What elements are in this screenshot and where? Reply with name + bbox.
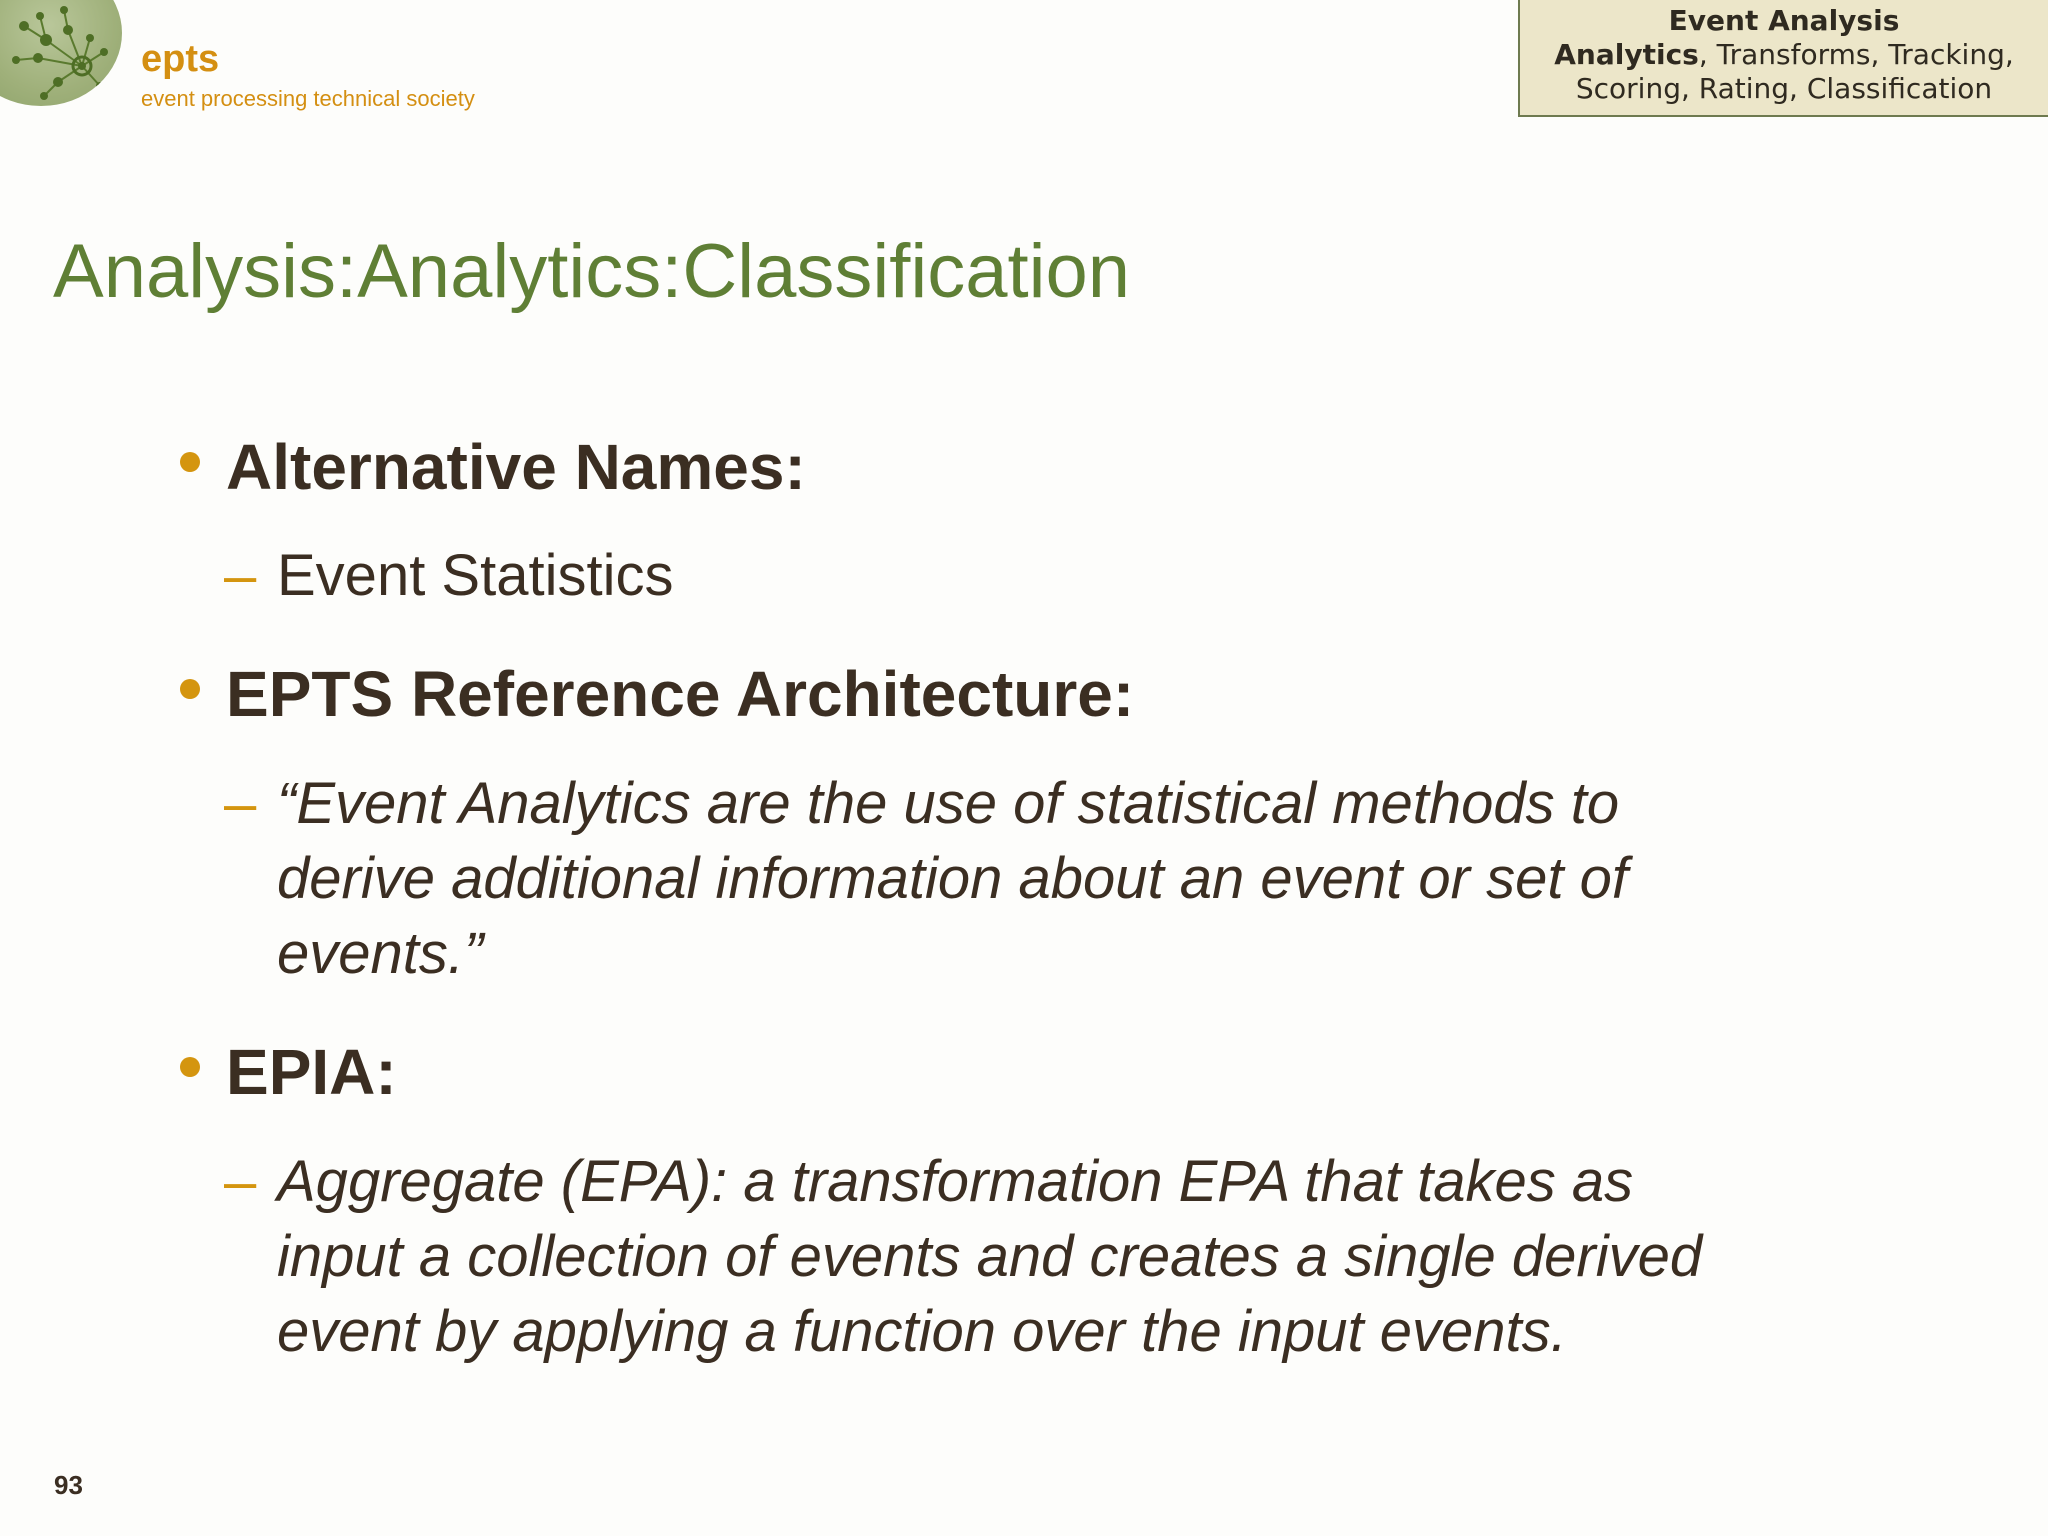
bullet-epts-reference-architecture [177,657,1135,731]
topic-box-line2 [1520,38,2048,72]
quote-line: events.” [277,921,484,986]
sub-item-text: Event Statistics [277,543,674,608]
definition-line: Aggregate (EPA): a transformation EPA that takes as [277,1149,1634,1214]
definition-line: event by applying a function over the input events. [277,1299,1567,1364]
topic-box [1518,0,2048,117]
sub-item-quote [224,766,1628,991]
bullet-dot-icon [180,1057,200,1077]
page-number: 93 [54,1470,83,1500]
logo-wordmark: epts [141,38,220,80]
definition-line: input a collection of events and creates a single derived [277,1224,1703,1289]
quote-line: derive additional information about an event or set of [277,846,1628,911]
bullet-epia [177,1035,397,1109]
topic-box-line3: Scoring, Rating, Classification [1575,72,1993,105]
topic-box-line2-rest: , Transforms, Tracking, [1698,38,2014,71]
dash-marker: – [224,543,257,608]
sub-item-event-statistics [224,538,673,613]
quote-line: “Event Analytics are the use of statistical methods to [277,771,1620,836]
bullet-heading: EPIA: [226,1036,397,1108]
bullet-heading: Alternative Names: [226,431,806,503]
slide-title: Analysis:Analytics:Classification [53,229,1131,314]
topic-box-current: Analytics [1554,38,1699,71]
bullet-dot-icon [180,452,200,472]
sub-item-aggregate [224,1144,1702,1369]
network-nodes-icon [0,0,122,106]
epts-logo-icon [0,0,122,106]
bullet-alternative-names [177,430,806,504]
bullet-dot-icon [180,679,200,699]
logo-subtitle: event processing technical society [141,86,475,111]
bullet-heading: EPTS Reference Architecture: [226,658,1135,730]
topic-box-heading: Event Analysis [1668,4,1900,37]
dash-marker: – [224,1149,257,1214]
dash-marker: – [224,771,257,836]
